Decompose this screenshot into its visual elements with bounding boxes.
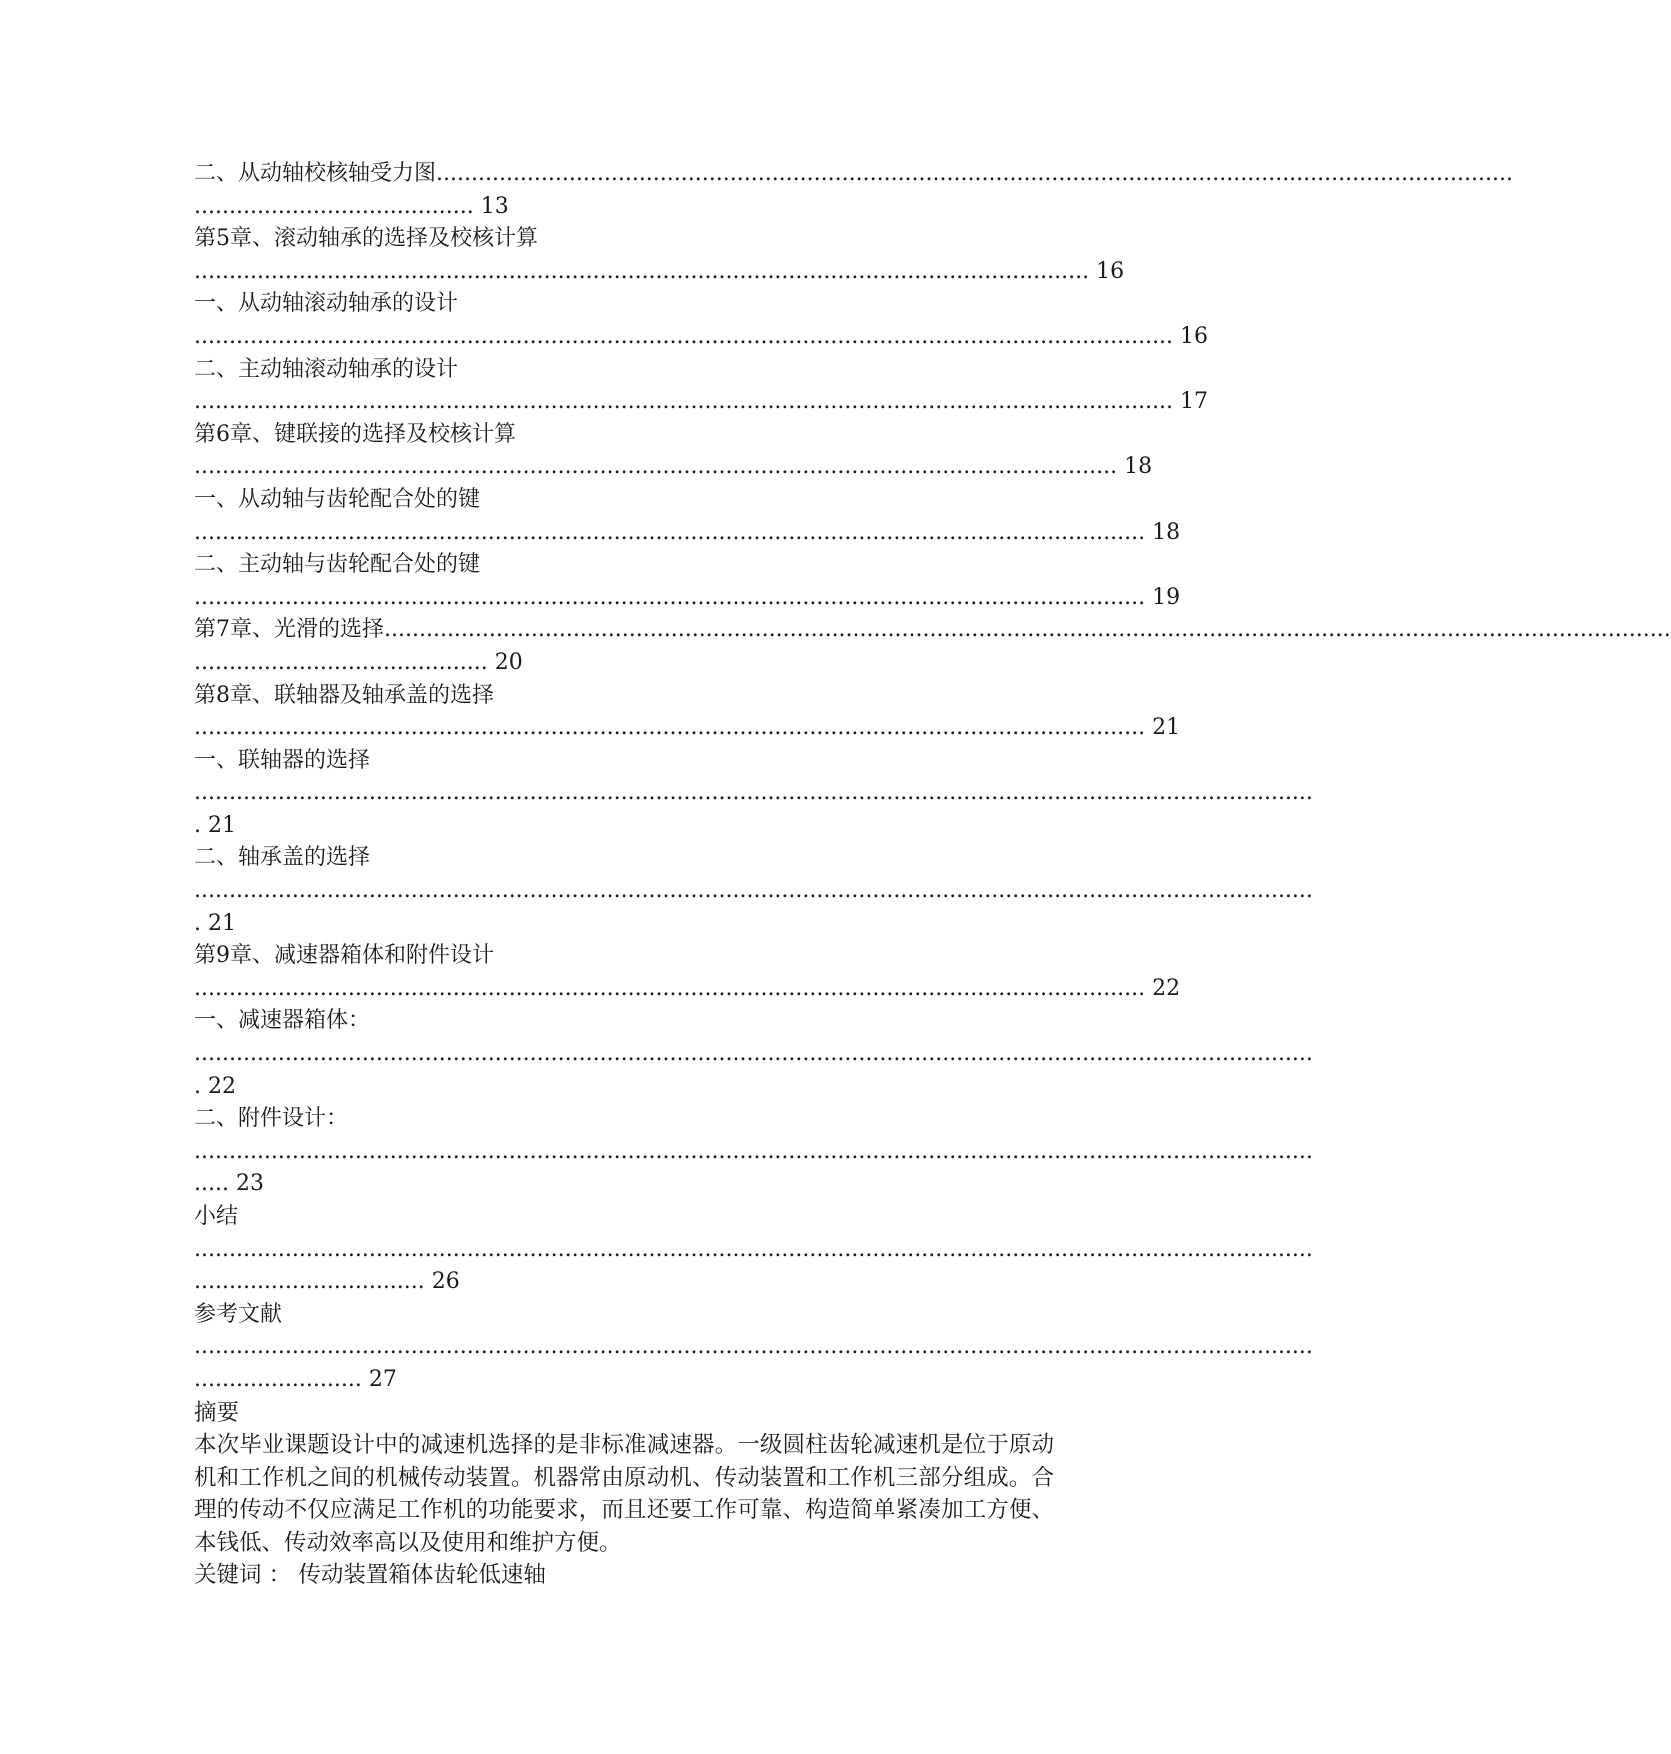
toc-entry-page-line: ................................. 26	[194, 1269, 460, 1295]
abstract-heading: 摘要	[194, 1400, 240, 1426]
toc-entry-title: 一、减速器箱体：	[194, 1008, 371, 1034]
toc-entry-line	[194, 484, 1054, 517]
toc-entry-page-line: .................................................................................................................................... 18	[194, 454, 1153, 480]
toc-entry-line	[194, 1103, 1054, 1136]
toc-entry-page-line: . 21	[194, 910, 236, 936]
toc-entry-line	[194, 419, 1054, 452]
toc-entry-line	[194, 1201, 1054, 1234]
toc-entry-page-line: ..... 23	[194, 1171, 264, 1197]
table-of-contents	[194, 158, 1671, 1397]
toc-entry-title: 二、主动轴滚动轴承的设计	[194, 356, 459, 382]
toc-entry-line	[194, 223, 1054, 256]
toc-entry-page: 21	[208, 812, 236, 838]
toc-entry-page: 22	[208, 1073, 236, 1099]
abstract-section	[194, 1397, 1054, 1591]
toc-entry-dots-line: ................................................................................................................................................................	[194, 1236, 1313, 1262]
toc-entry-page-line: ................................................................................................................................ 16	[194, 258, 1125, 284]
abstract-body: 本次毕业课题设计中的减速机选择的是非标准减速器。一级圆柱齿轮减速机是位于原动机和工作机之间的机械传动装置。机器常由原动机、传动装置和工作机三部分组成。合理的传动不仅应满足工作机的功能要求，而且还要工作可靠、构造简单紧凑加工方便、本钱低、传动效率高以及使用和维护方便。	[194, 1432, 1054, 1556]
toc-entry-page: 23	[235, 1171, 264, 1197]
toc-entry-page-line: ........................................................................................................................................ 22	[194, 975, 1181, 1001]
toc-entry-page-line: ........................................................................................................................................ 19	[194, 584, 1181, 610]
toc-entry-line	[194, 842, 1054, 875]
toc-entry-line	[194, 680, 1054, 713]
toc-entry-page-line: ........................................ 13	[194, 193, 509, 219]
toc-entry-title: 小结	[194, 1204, 239, 1229]
toc-entry-page: 18	[1152, 519, 1181, 545]
toc-entry-title: 一、从动轴与齿轮配合处的键	[194, 486, 481, 512]
keywords-label: 关键词 ：	[194, 1562, 292, 1589]
toc-entry-title: 二、附件设计：	[194, 1106, 349, 1132]
toc-entry-title: 第5章、滚动轴承的选择及校核计算	[194, 226, 538, 252]
toc-entry-page: 17	[1180, 389, 1209, 415]
keywords-text: 传动装置箱体齿轮低速轴	[298, 1562, 546, 1589]
toc-entry-dots-line: ................................................................................................................................................................	[194, 780, 1313, 806]
toc-entry-dots-line: ................................................................................................................................................................	[194, 1334, 1313, 1360]
toc-entry-page: 13	[480, 193, 509, 219]
toc-entry-title: 第6章、键联接的选择及校核计算	[194, 421, 516, 447]
toc-entry-title: 一、从动轴滚动轴承的设计	[194, 291, 459, 317]
toc-entry-page: 21	[208, 910, 236, 936]
keywords-line	[194, 1559, 1054, 1591]
toc-entry-page: 20	[494, 649, 523, 675]
toc-entry-page: 22	[1152, 975, 1181, 1001]
toc-entry-title: 第8章、联轴器及轴承盖的选择	[194, 682, 494, 708]
toc-entry-page: 21	[1152, 715, 1181, 741]
toc-entry-page: 27	[368, 1366, 397, 1392]
toc-entry-page-line: ........................ 27	[194, 1366, 397, 1392]
toc-entry-page-line: . 22	[194, 1073, 236, 1099]
toc-entry-page-line: ............................................................................................................................................ 17	[194, 389, 1209, 415]
toc-entry-page-line: .......................................... 20	[194, 649, 523, 675]
toc-entry-line: 二、从动轴校核轴受力图..........................................................................................................................................................	[194, 161, 1513, 186]
toc-entry-title: 第9章、减速器箱体和附件设计	[194, 943, 494, 969]
toc-entry-title: 二、主动轴与齿轮配合处的键	[194, 552, 481, 578]
toc-entry-line	[194, 354, 1054, 387]
toc-entry-page-line: ........................................................................................................................................ 21	[194, 715, 1181, 741]
toc-entry-page: 19	[1152, 584, 1181, 610]
toc-entry-title: 参考文献	[194, 1301, 283, 1327]
toc-entry-title: 第7章、光滑的选择	[194, 617, 384, 643]
toc-entry-dots-line: ................................................................................................................................................................	[194, 1041, 1313, 1067]
toc-entry-dots-line: ................................................................................................................................................................	[194, 1138, 1313, 1164]
toc-entry-line	[194, 1299, 1054, 1332]
toc-entry-line: 第7章、光滑的选择........................................................................................................................................................................................	[194, 617, 1671, 643]
toc-entry-line	[194, 940, 1054, 973]
toc-entry-title: 二、从动轴校核轴受力图	[194, 161, 437, 186]
toc-entry-page: 18	[1124, 454, 1153, 480]
toc-entry-line	[194, 745, 1054, 778]
toc-entry-page-line: ............................................................................................................................................ 16	[194, 323, 1209, 349]
toc-entry-line	[194, 288, 1054, 321]
toc-entry-title: 一、联轴器的选择	[194, 747, 371, 773]
toc-entry-page: 16	[1180, 323, 1209, 349]
toc-entry-title: 二、轴承盖的选择	[194, 845, 371, 871]
toc-entry-line	[194, 1005, 1054, 1038]
toc-entry-page-line: ........................................................................................................................................ 18	[194, 519, 1181, 545]
toc-entry-line	[194, 549, 1054, 582]
toc-entry-page-line: . 21	[194, 812, 236, 838]
toc-entry-dots-line: ................................................................................................................................................................	[194, 878, 1313, 904]
toc-entry-page: 26	[431, 1269, 460, 1295]
toc-entry-page: 16	[1096, 258, 1125, 284]
